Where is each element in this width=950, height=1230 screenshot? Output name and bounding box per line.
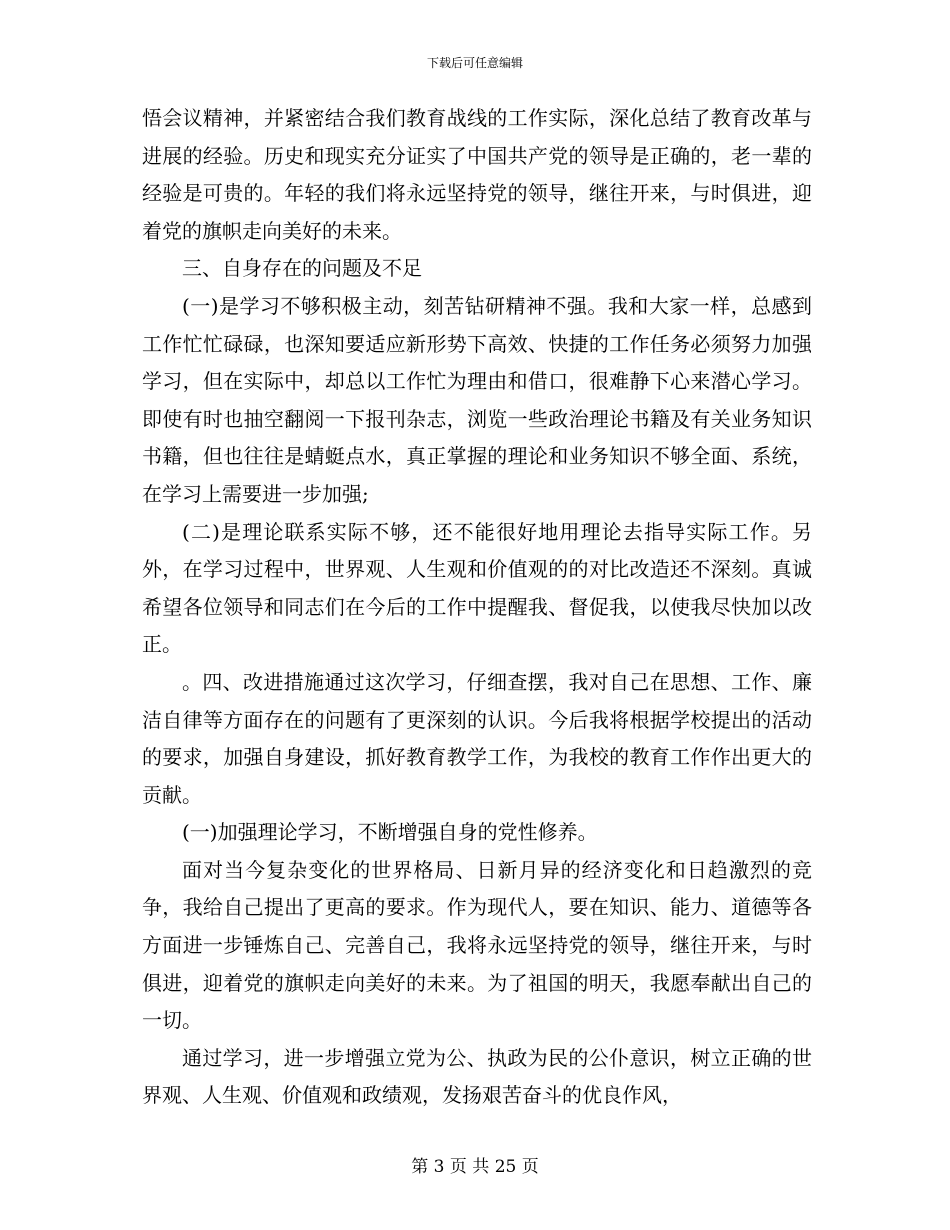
page-number-footer: 第 3 页 共 25 页 [411,1157,539,1177]
section-heading-3: 三、自身存在的问题及不足 [182,256,422,281]
paragraph-1: 悟会议精神，并紧密结合我们教育战线的工作实际，深化总结了教育改革与进展的经验。历史和现实充分证实了中国共产党的领导是正确的，老一辈的经验是可贵的。年轻的我们将永远坚持党的领导，继往开来，与时俱进，迎着党的旗帜走向美好的未来。 [142,106,812,243]
subheading-measure-1: (一)加强理论学习，不断增强自身的党性修养。 [182,820,598,845]
paragraph-problem-2: (二)是理论联系实际不够，还不能很好地用理论去指导实际工作。另外，在学习过程中，世界观、人生观和价值观的的对比改造还不深刻。真诚希望各位领导和同志们在今后的工作中提醒我、督促我，以使我尽快加以改正。 [142,519,812,657]
paragraph-measure-detail: 面对当今复杂变化的世界格局、日新月异的经济变化和日趋激烈的竞争，我给自己提出了更高的要求。作为现代人，要在知识、能力、道德等各方面进一步锤炼自己、完善自己，我将永远坚持党的领导，继往开来，与时俱进，迎着党的旗帜走向美好的未来。为了祖国的明天，我愿奉献出自己的一切。 [142,857,812,1033]
page-header: 下载后可任意编辑 [426,56,523,70]
document-body [142,100,812,1115]
paragraph-study: 通过学习，进一步增强立党为公、执政为民的公仆意识，树立正确的世界观、人生观、价值观和政绩观，发扬艰苦奋斗的优良作风， [142,1045,812,1108]
paragraph-problem-1: (一)是学习不够积极主动，刻苦钻研精神不强。我和大家一样，总感到工作忙忙碌碌，也深知要适应新形势下高效、快捷的工作任务必须努力加强学习，但在实际中，却总以工作忙为理由和借口，很难静下心来潜心学习。即使有时也抽空翻阅一下报刊杂志，浏览一些政治理论书籍及有关业务知识书籍，但也往往是蜻蜓点水，真正掌握的理论和业务知识不够全面、系统，在学习上需要进一步加强; [142,293,812,506]
paragraph-measures-4: 。四、改进措施通过这次学习，仔细查摆，我对自己在思想、工作、廉洁自律等方面存在的问题有了更深刻的认识。今后我将根据学校提出的活动的要求，加强自身建设，抓好教育教学工作，为我校的教育工作作出更大的贡献。 [142,669,812,807]
